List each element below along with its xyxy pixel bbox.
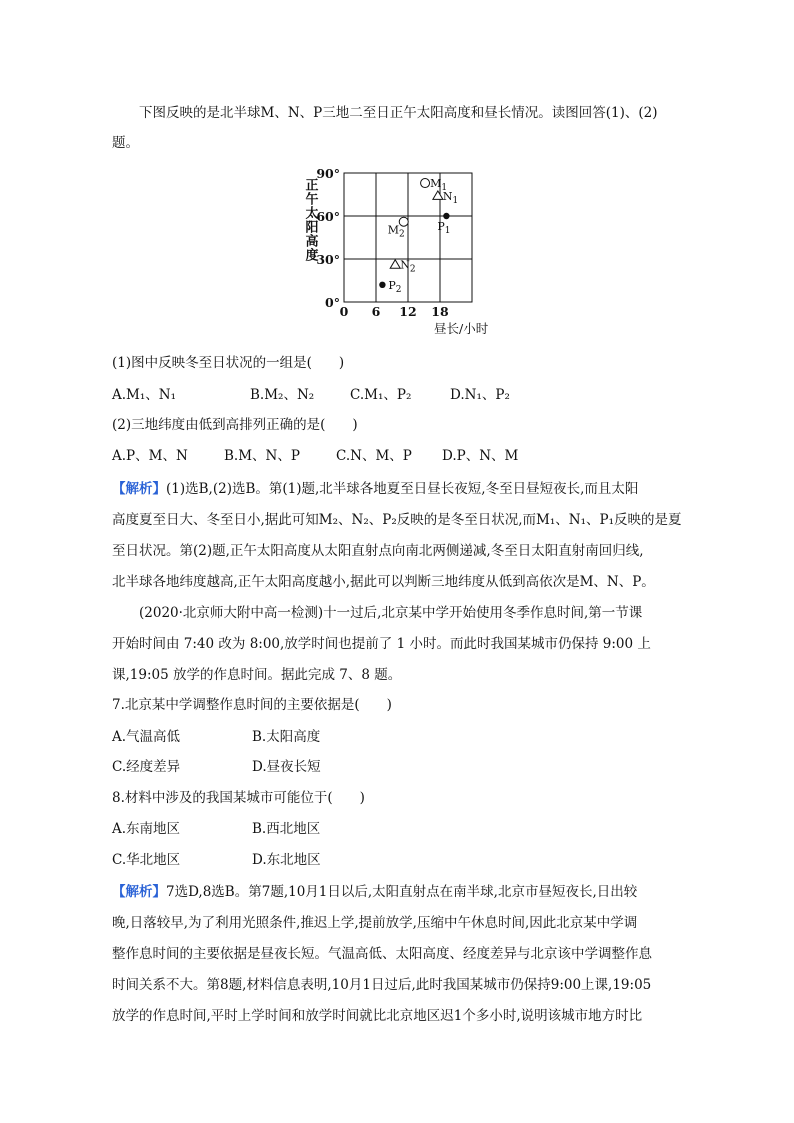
analysis-2-line1: 【解析】7选D,8选B。第7题,10月1日以后,太阳直射点在南半球,北京市昼短夜长,日出较 [112,884,638,900]
q8-option-b[interactable]: B.西北地区 [252,821,321,837]
analysis-1-line3: 至日状况。第(2)题,正午太阳高度从太阳直射点向南北两侧递减,冬至日太阳直射南回归线, [112,543,644,559]
chart-x-tick-label: 6 [371,304,381,319]
analysis-1-line2: 高度夏至日大、冬至日小,据此可知M₂、N₂、P₂反映的是冬至日状况,而M₁、N₁、P₁反映的是夏 [112,512,682,528]
q8-option-a[interactable]: A.东南地区 [112,821,181,837]
analysis-2-line4: 时间关系不大。第8题,材料信息表明,10月1日过后,此时我国某城市仍保持9:00上课,19:05 [112,977,652,993]
question-8-options-row1 [112,814,687,845]
q1-option-d[interactable]: D.N₁、P₂ [450,387,510,403]
chart-x-tick-label: 18 [431,304,449,319]
q7-option-a[interactable]: A.气温高低 [112,729,181,745]
point-label-m2: $M_2$ [387,223,405,240]
question-8-options-row2 [112,845,687,876]
analysis-2-line5: 放学的作息时间,平时上学时间和放学时间就比北京地区迟1个多小时,说明该城市地方时比 [112,1008,643,1024]
q1-intro-line2: 题。 [112,135,139,151]
analysis-tag: 【解析】 [112,481,166,497]
point-label-p2: $P_2$ [388,278,402,295]
point-marker-m2 [399,217,408,226]
analysis-2-line2: 晚,日落较早,为了利用光照条件,推迟上学,提前放学,压缩中午休息时间,因此北京某中学调 [112,915,638,931]
chart-grid [344,173,472,302]
question-2-options [112,441,687,472]
point-marker-m1 [421,179,430,188]
chart-y-tick-label: 0° [325,295,340,310]
q7-option-c[interactable]: C.经度差异 [112,759,181,775]
analysis-1-line1: 【解析】(1)选B,(2)选B。第(1)题,北半球各地夏至日昼长夜短,冬至日昼短夜长,而且太阳 [112,481,639,497]
analysis-tag: 【解析】 [112,884,166,900]
q2-option-c[interactable]: C.N、M、P [336,448,412,464]
chart-x-tick-label: 0 [339,304,349,319]
chart-y-tick-label: 90° [316,166,340,181]
point-label-p1: $P_1$ [437,220,451,236]
sun-altitude-daylength-chart [290,165,520,340]
q2-option-b[interactable]: B.M、N、P [224,448,300,464]
question-1-options [112,380,687,411]
q2-intro-line1: (2020·北京师大附中高一检测)十一过后,北京某中学开始使用冬季作息时间,第一节课 [139,605,643,621]
chart-x-tick-label: 12 [399,304,417,319]
question-8: 8.材料中涉及的我国某城市可能位于( ) [112,790,365,806]
analysis-2-line3: 整作息时间的主要依据是昼夜长短。气温高低、太阳高度、经度差异与北京该中学调整作息 [112,946,652,962]
q2-intro-line3: 课,19:05 放学的作息时间。据此完成 7、8 题。 [112,667,402,683]
chart-xlabel: 昼长/小时 [434,321,489,336]
point-label-n1: $N_1$ [442,189,459,206]
q7-option-b[interactable]: B.太阳高度 [252,729,321,745]
question-7-options-row1 [112,722,687,753]
chart-y-ticks [316,166,340,310]
point-label-m1: $M_1$ [430,177,448,194]
chart-y-tick-label: 30° [316,252,340,267]
question-7: 7.北京某中学调整作息时间的主要依据是( ) [112,697,392,713]
question-2: (2)三地纬度由低到高排列正确的是( ) [112,417,358,433]
point-marker-n2 [390,260,400,269]
analysis-1-line4: 北半球各地纬度越高,正午太阳高度越小,据此可以判断三地纬度从低到高依次是M、N、P。 [112,574,655,590]
chart-points [379,177,458,295]
q1-option-c[interactable]: C.M₁、P₂ [350,387,412,403]
chart-x-ticks [340,304,449,319]
q7-option-d[interactable]: D.昼夜长短 [252,759,321,775]
chart-y-tick-label: 60° [316,209,340,224]
point-label-n2: $N_2$ [400,258,416,275]
q2-option-d[interactable]: D.P、N、M [442,448,519,464]
point-marker-p1 [443,213,449,219]
question-7-options-row2 [112,752,687,783]
q8-option-d[interactable]: D.东北地区 [252,852,321,868]
chart-ylabel: 正午太阳高度 [302,178,318,262]
q1-option-b[interactable]: B.M₂、N₂ [250,387,315,403]
question-1: (1)图中反映冬至日状况的一组是( ) [112,355,345,371]
q2-option-a[interactable]: A.P、M、N [112,448,188,464]
q1-intro-line1: 下图反映的是北半球M、N、P三地二至日正午太阳高度和昼长情况。读图回答(1)、(2) [139,105,658,121]
q1-option-a[interactable]: A.M₁、N₁ [112,387,176,403]
q2-intro-line2: 开始时间由 7:40 改为 8:00,放学时间也提前了 1 小时。而此时我国某城市仍保持 9:00 上 [112,636,651,652]
q8-option-c[interactable]: C.华北地区 [112,852,181,868]
point-marker-p2 [379,282,385,288]
